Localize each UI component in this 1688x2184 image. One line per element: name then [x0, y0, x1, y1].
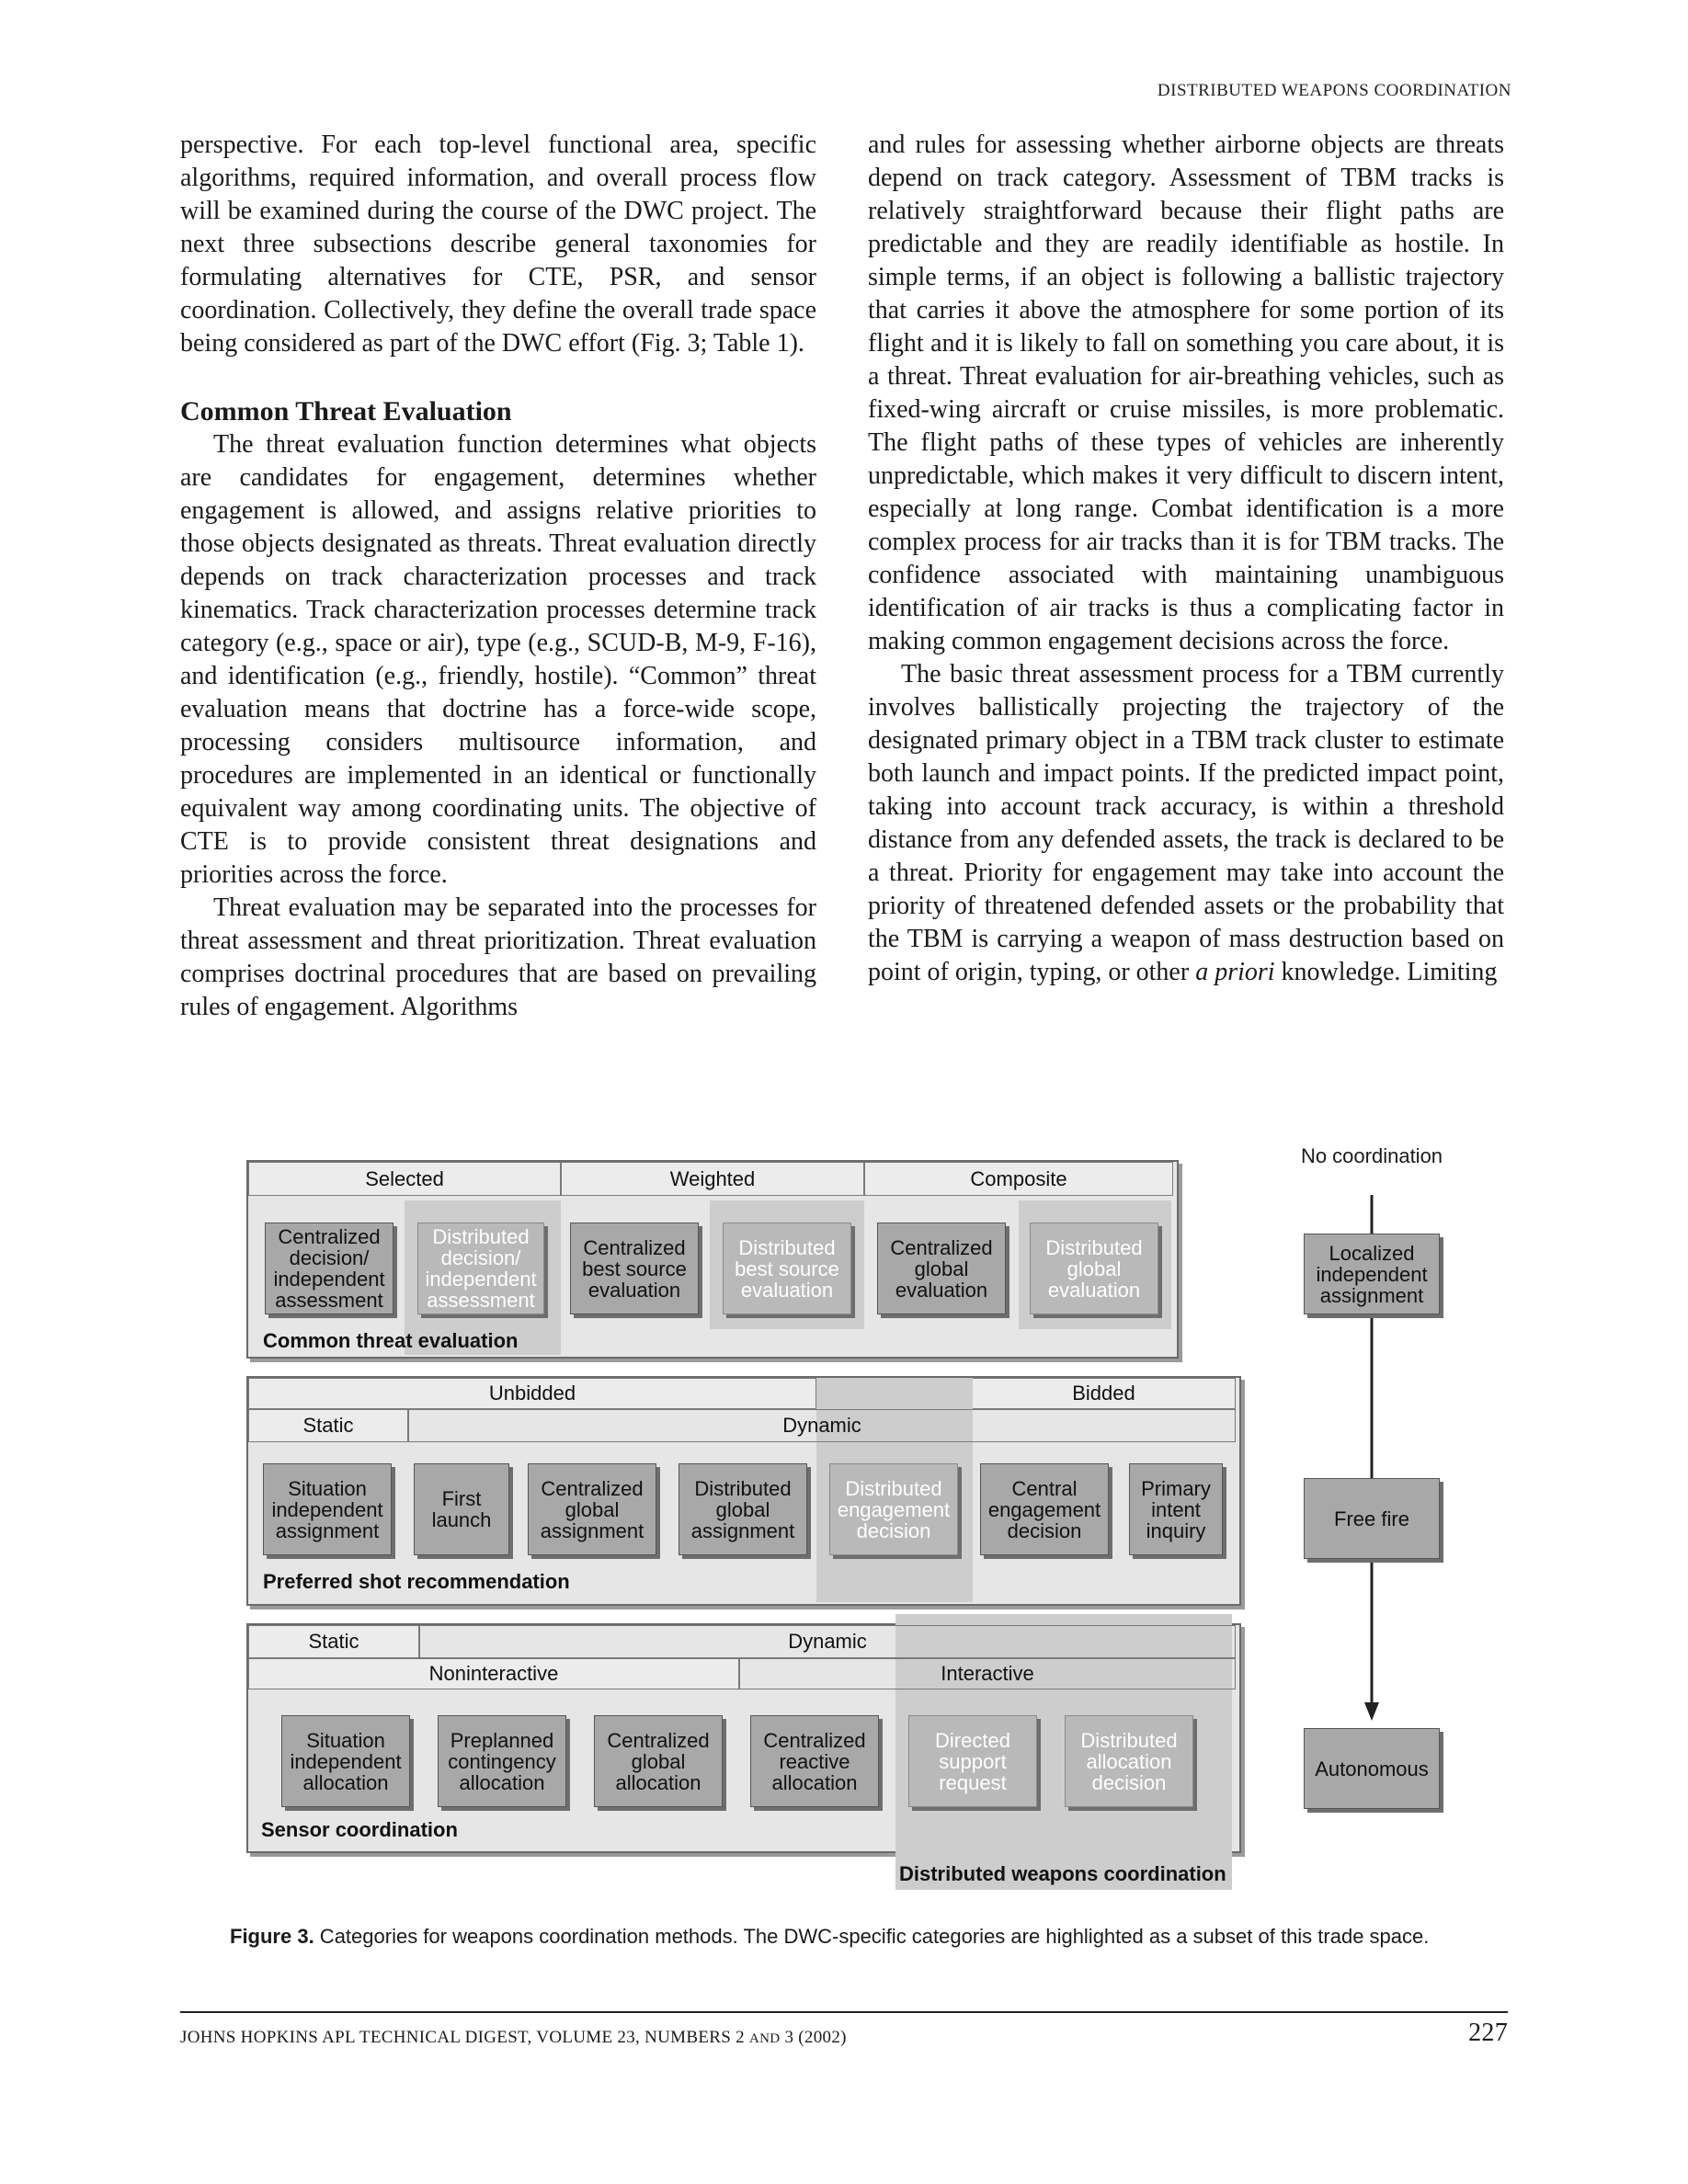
side-box: Localized independent assignment: [1304, 1234, 1440, 1314]
paragraph: Threat evaluation may be separated into the processes for threat assessment and threat prioritization. Threat evaluation comprises doctrinal procedures that are based on prevailing rules of engagement. Algorithms: [180, 893, 816, 1021]
psr-box: Primary intent inquiry: [1129, 1463, 1223, 1555]
footer-text: JOHNS HOPKINS APL TECHNICAL DIGEST, VOLUME 23, NUMBERS 2: [180, 2028, 749, 2047]
left-column: [180, 129, 816, 1024]
header-dynamic: Dynamic: [419, 1625, 1236, 1658]
caption-label: Figure 3.: [230, 1925, 314, 1948]
header-unbidded: Unbidded: [248, 1378, 816, 1409]
sensor-box: Preplanned contingency allocation: [438, 1715, 566, 1807]
cte-box-dwc: Distributed decision/ independent assessment: [417, 1223, 544, 1314]
paragraph: perspective. For each top-level functional area, specific algorithms, required information, and overall process flow will be examined during the course of the DWC project. The next three subsections describe general taxonomies for formulating alternatives for CTE, PSR, and sensor coordination. Collectively, they define the overall trade space being considered as part of the DWC effort (Fig. 3; Table 1).: [180, 131, 816, 358]
arrow-head-icon: [1364, 1702, 1379, 1721]
psr-box: Situation independent assignment: [263, 1463, 392, 1555]
psr-box: First launch: [414, 1463, 509, 1555]
header-interactive: Interactive: [739, 1658, 1236, 1689]
cte-box: Centralized global evaluation: [877, 1223, 1006, 1314]
sensor-label: Sensor coordination: [261, 1818, 458, 1841]
cte-box: Centralized decision/ independent assessment: [265, 1223, 393, 1314]
sensor-box-dwc: Directed support request: [908, 1715, 1037, 1807]
journal-footer: [180, 2028, 847, 2048]
sensor-box-dwc: Distributed allocation decision: [1065, 1715, 1193, 1807]
side-box: Free fire: [1304, 1478, 1440, 1559]
header-static: Static: [248, 1625, 419, 1658]
header-static: Static: [248, 1409, 408, 1442]
psr-box: Distributed global assignment: [679, 1463, 807, 1555]
right-column: [868, 129, 1504, 989]
sensor-box: Centralized reactive allocation: [750, 1715, 879, 1807]
psr-box-dwc: Distributed engagement decision: [829, 1463, 958, 1555]
cte-box-dwc: Distributed global evaluation: [1030, 1223, 1158, 1314]
cte-box: Centralized best source evaluation: [570, 1223, 699, 1314]
header-weighted: Weighted: [561, 1162, 864, 1196]
caption-text: Categories for weapons coordination methods. The DWC-specific categories are highlighted as a subset of this trade space.: [314, 1925, 1430, 1948]
no-coordination-label: No coordination: [1300, 1144, 1443, 1167]
sensor-box: Situation independent allocation: [281, 1715, 410, 1807]
footer-text: 3 (2002): [780, 2028, 847, 2047]
side-box: Autonomous: [1304, 1728, 1440, 1809]
paragraph: The threat evaluation function determines what objects are candidates for engagement, determines whether engagement is allowed, and assigns relative priorities to those objects designated as threats. Threat evaluation directly depends on track characterization processes and track kinematics. Track characterization processes determine track category (e.g., space or air), type (e.g., SCUD-B, M-9, F-16), and identification (e.g., friendly, hostile). “Common” threat evaluation means that doctrine has a force-wide scope, processing considers multisource information, and procedures are implemented in an identical or functionally equivalent way among coordinating units. The objective of CTE is to provide consistent threat designations and priorities across the force.: [180, 430, 816, 889]
paragraph: [868, 658, 1504, 989]
cte-box-dwc: Distributed best source evaluation: [723, 1223, 851, 1314]
figure-caption: [230, 1924, 1462, 1950]
header-bidded: Bidded: [973, 1378, 1236, 1409]
dwc-label: Distributed weapons coordination: [899, 1862, 1226, 1885]
header-dynamic: Dynamic: [408, 1409, 1236, 1442]
page-number: 227: [1468, 2019, 1508, 2047]
section-heading: Common Threat Evaluation: [180, 396, 512, 427]
psr-box: Centralized global assignment: [528, 1463, 656, 1555]
text-span: The basic threat assessment process for a TBM currently involves ballistically projecting the trajectory of the designated primary object in a TBM track cluster to estimate both launch and impact points. If the predicted impact point, taking into account track accuracy, is within a threshold distance from any defended assets, the track is declared to be a threat. Priority for engagement may take into account the priority of threatened defended assets or the probability that the TBM is carrying a weapon of mass destruction based on point of origin, typing, or other: [868, 660, 1504, 986]
footer-smallcaps: AND: [749, 2031, 781, 2046]
header-noninteractive: Noninteractive: [248, 1658, 739, 1689]
running-head: DISTRIBUTED WEAPONS COORDINATION: [1157, 81, 1511, 100]
header-selected: Selected: [248, 1162, 561, 1196]
footer-rule: [180, 2011, 1508, 2013]
psr-box: Central engagement decision: [980, 1463, 1109, 1555]
header-composite: Composite: [864, 1162, 1173, 1196]
paragraph: and rules for assessing whether airborne objects are threats depend on track category. Assessment of TBM tracks is relatively straightforward because their flight paths are predictable and they are readily identifiable as hostile. In simple terms, if an object is following a ballistic trajectory that carries it above the atmosphere for some portion of its flight and it is likely to fall on something you care about, it is a threat. Threat evaluation for air-breathing vehicles, such as fixed-wing aircraft or cruise missiles, is more problematic. The flight paths of these types of vehicles are inherently unpredictable, which makes it very difficult to discern intent, especially at long range. Combat identification is a more complex process for air tracks than it is for TBM tracks. The confidence associated with maintaining unambiguous identification of air tracks is thus a complicating factor in making common engagement decisions across the force.: [868, 131, 1504, 655]
italic-term: a priori: [1195, 958, 1275, 986]
cte-label: Common threat evaluation: [263, 1329, 519, 1352]
text-span: knowledge. Limiting: [1274, 958, 1498, 986]
sensor-box: Centralized global allocation: [594, 1715, 723, 1807]
psr-label: Preferred shot recommendation: [263, 1570, 570, 1593]
